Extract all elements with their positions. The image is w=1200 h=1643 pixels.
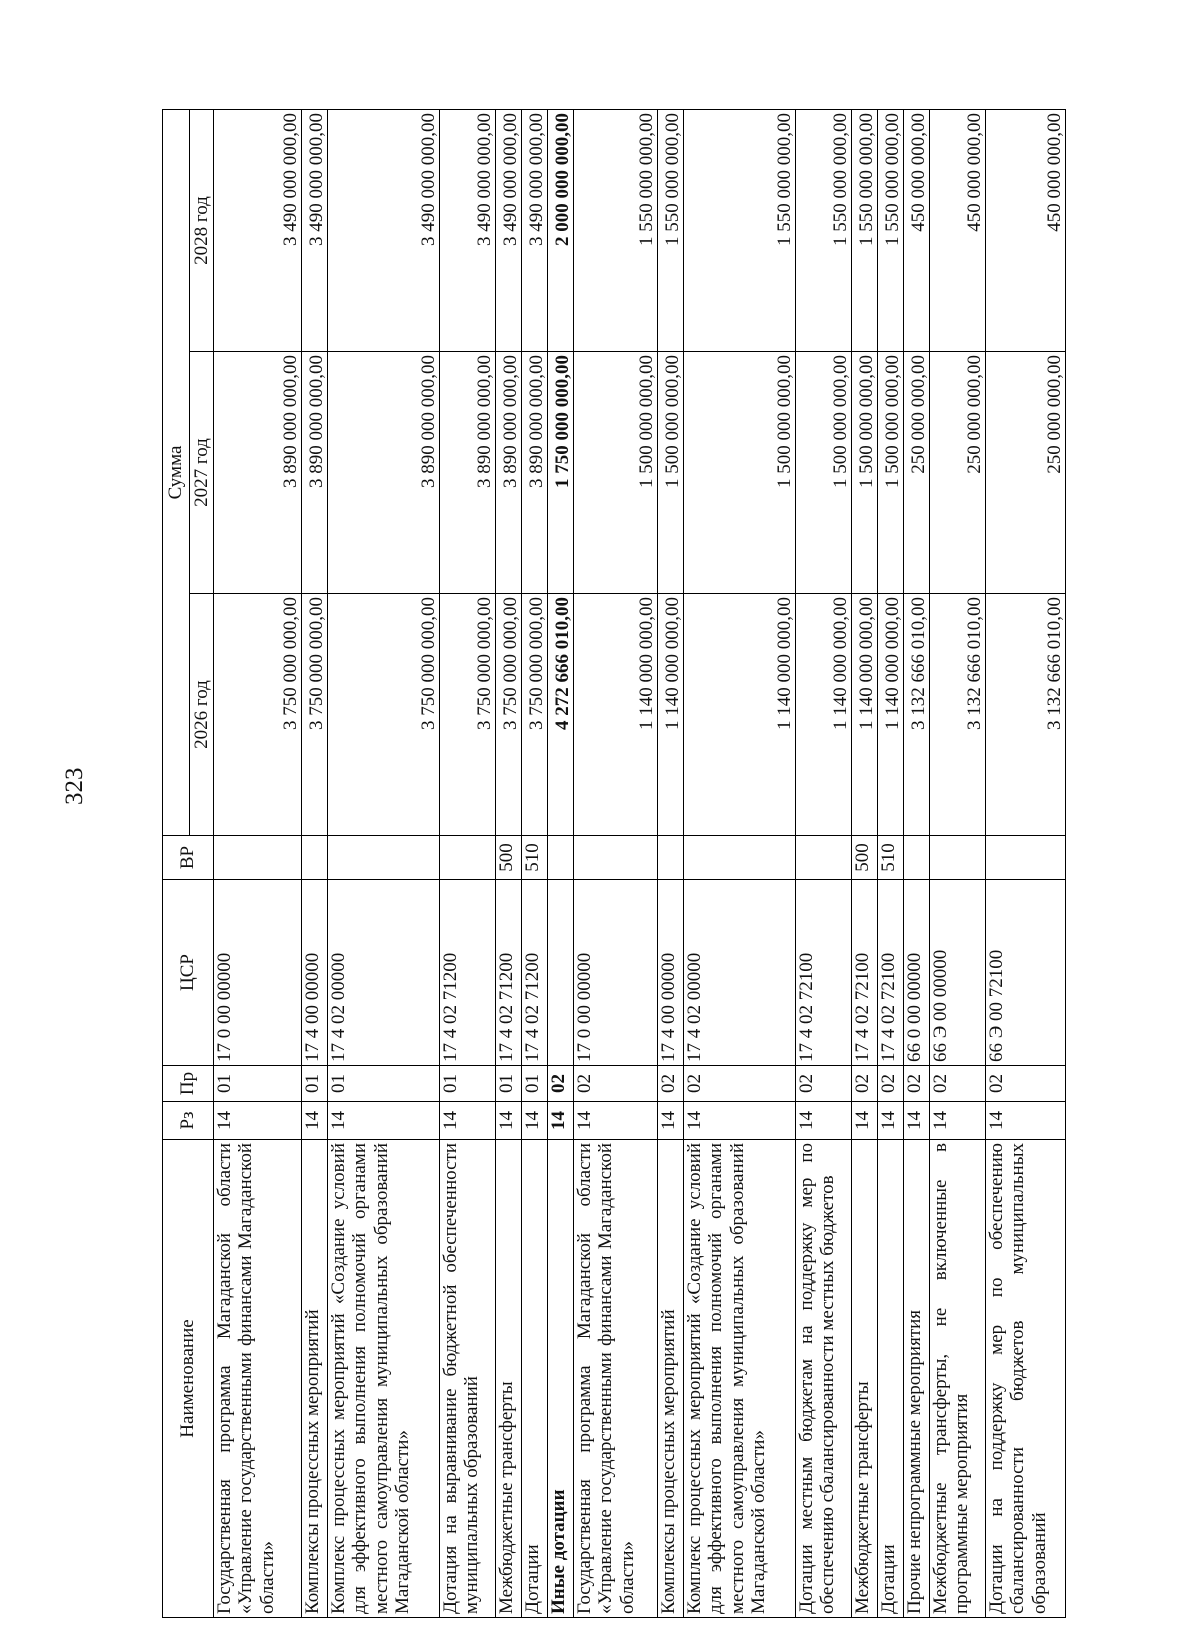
row-vr: 500 bbox=[852, 836, 878, 880]
table-row bbox=[904, 109, 930, 1617]
row-rz: 14 bbox=[852, 1102, 878, 1140]
row-csr: 17 0 00 00000 bbox=[214, 880, 302, 1066]
row-amount-2028: 2 000 000 000,00 bbox=[548, 109, 574, 351]
row-amount-2027: 1 500 000 000,00 bbox=[684, 352, 796, 594]
row-rz: 14 bbox=[684, 1102, 796, 1140]
row-amount-2026: 3 750 000 000,00 bbox=[522, 594, 548, 836]
row-pr: 01 bbox=[328, 1066, 440, 1102]
row-amount-2028: 3 490 000 000,00 bbox=[496, 109, 522, 351]
row-rz: 14 bbox=[658, 1102, 684, 1140]
row-rz: 14 bbox=[548, 1102, 574, 1140]
row-csr: 17 0 00 00000 bbox=[574, 880, 658, 1066]
row-pr: 02 bbox=[796, 1066, 852, 1102]
row-vr bbox=[684, 836, 796, 880]
row-csr: 66 Э 00 72100 bbox=[986, 880, 1066, 1066]
row-pr: 02 bbox=[658, 1066, 684, 1102]
row-rz: 14 bbox=[302, 1102, 328, 1140]
row-pr: 02 bbox=[852, 1066, 878, 1102]
row-amount-2028: 1 550 000 000,00 bbox=[684, 109, 796, 351]
row-rz: 14 bbox=[522, 1102, 548, 1140]
row-pr: 01 bbox=[440, 1066, 496, 1102]
row-pr: 01 bbox=[496, 1066, 522, 1102]
row-rz: 14 bbox=[574, 1102, 658, 1140]
row-vr: 500 bbox=[496, 836, 522, 880]
row-rz: 14 bbox=[904, 1102, 930, 1140]
row-amount-2027: 3 890 000 000,00 bbox=[496, 352, 522, 594]
row-amount-2026: 1 140 000 000,00 bbox=[852, 594, 878, 836]
row-vr bbox=[796, 836, 852, 880]
table-row bbox=[548, 109, 574, 1617]
budget-table bbox=[162, 109, 1066, 1618]
row-csr: 17 4 02 72100 bbox=[878, 880, 904, 1066]
row-amount-2027: 1 500 000 000,00 bbox=[658, 352, 684, 594]
row-amount-2026: 1 140 000 000,00 bbox=[796, 594, 852, 836]
row-csr: 17 4 02 72100 bbox=[796, 880, 852, 1066]
row-rz: 14 bbox=[440, 1102, 496, 1140]
page-number: 323 bbox=[61, 767, 88, 805]
row-amount-2027: 250 000 000,00 bbox=[930, 352, 986, 594]
table-row bbox=[328, 109, 440, 1617]
row-csr: 17 4 02 00000 bbox=[684, 880, 796, 1066]
table-row bbox=[684, 109, 796, 1617]
row-csr: 17 4 00 00000 bbox=[302, 880, 328, 1066]
row-amount-2028: 450 000 000,00 bbox=[930, 109, 986, 351]
header-2027: 2027 год bbox=[190, 352, 214, 594]
row-name: Дотации на поддержку мер по обеспечению сбалансированности бюджетов муниципальных образований bbox=[986, 1140, 1066, 1618]
row-name: Межбюджетные трансферты bbox=[496, 1140, 522, 1618]
row-name: Межбюджетные трансферты, не включенные в программные мероприятия bbox=[930, 1140, 986, 1618]
row-amount-2026: 1 140 000 000,00 bbox=[658, 594, 684, 836]
header-pr: Пр bbox=[163, 1066, 214, 1102]
row-amount-2028: 3 490 000 000,00 bbox=[522, 109, 548, 351]
table-row bbox=[496, 109, 522, 1617]
row-pr: 02 bbox=[986, 1066, 1066, 1102]
row-amount-2026: 1 140 000 000,00 bbox=[684, 594, 796, 836]
row-amount-2028: 3 490 000 000,00 bbox=[302, 109, 328, 351]
row-amount-2028: 1 550 000 000,00 bbox=[658, 109, 684, 351]
row-amount-2027: 3 890 000 000,00 bbox=[214, 352, 302, 594]
row-name: Дотация на выравнивание бюджетной обеспеченности муниципальных образований bbox=[440, 1140, 496, 1618]
row-name: Комплексы процессных мероприятий bbox=[658, 1140, 684, 1618]
row-name: Государственная программа Магаданской области «Управление государственными финансами Магаданской области» bbox=[214, 1140, 302, 1618]
header-csr: ЦСР bbox=[163, 880, 214, 1066]
row-amount-2028: 450 000 000,00 bbox=[904, 109, 930, 351]
row-amount-2028: 1 550 000 000,00 bbox=[796, 109, 852, 351]
rotated-table-container bbox=[162, 110, 1065, 1618]
row-vr bbox=[548, 836, 574, 880]
table-row bbox=[986, 109, 1066, 1617]
header-2026: 2026 год bbox=[190, 594, 214, 836]
row-csr: 17 4 02 00000 bbox=[328, 880, 440, 1066]
row-name: Комплексы процессных мероприятий bbox=[302, 1140, 328, 1618]
row-pr: 02 bbox=[904, 1066, 930, 1102]
row-pr: 02 bbox=[684, 1066, 796, 1102]
row-amount-2028: 1 550 000 000,00 bbox=[878, 109, 904, 351]
row-vr bbox=[302, 836, 328, 880]
row-name: Дотации местным бюджетам на поддержку мер по обеспечению сбалансированности местных бюджетов bbox=[796, 1140, 852, 1618]
row-amount-2026: 1 140 000 000,00 bbox=[574, 594, 658, 836]
row-amount-2026: 3 750 000 000,00 bbox=[440, 594, 496, 836]
row-csr: 17 4 02 71200 bbox=[522, 880, 548, 1066]
table-row bbox=[522, 109, 548, 1617]
row-amount-2028: 1 550 000 000,00 bbox=[852, 109, 878, 351]
table-row bbox=[440, 109, 496, 1617]
row-amount-2027: 1 750 000 000,00 bbox=[548, 352, 574, 594]
row-name: Прочие непрограммные мероприятия bbox=[904, 1140, 930, 1618]
table-row bbox=[878, 109, 904, 1617]
row-rz: 14 bbox=[930, 1102, 986, 1140]
row-amount-2026: 1 140 000 000,00 bbox=[878, 594, 904, 836]
row-amount-2027: 250 000 000,00 bbox=[904, 352, 930, 594]
row-pr: 01 bbox=[522, 1066, 548, 1102]
row-rz: 14 bbox=[214, 1102, 302, 1140]
row-pr: 02 bbox=[930, 1066, 986, 1102]
row-pr: 01 bbox=[302, 1066, 328, 1102]
row-vr bbox=[986, 836, 1066, 880]
row-amount-2028: 3 490 000 000,00 bbox=[440, 109, 496, 351]
row-rz: 14 bbox=[796, 1102, 852, 1140]
row-amount-2027: 3 890 000 000,00 bbox=[328, 352, 440, 594]
row-amount-2027: 3 890 000 000,00 bbox=[440, 352, 496, 594]
row-name: Комплекс процессных мероприятий «Создание условий для эффективного выполнения полномочий органами местного самоуправления муниципальных образований Магаданской области» bbox=[684, 1140, 796, 1618]
row-amount-2027: 1 500 000 000,00 bbox=[878, 352, 904, 594]
row-vr bbox=[930, 836, 986, 880]
row-vr bbox=[574, 836, 658, 880]
row-pr: 02 bbox=[878, 1066, 904, 1102]
row-amount-2026: 4 272 666 010,00 bbox=[548, 594, 574, 836]
row-csr: 66 0 00 00000 bbox=[904, 880, 930, 1066]
row-csr: 17 4 02 72100 bbox=[852, 880, 878, 1066]
table-row bbox=[930, 109, 986, 1617]
row-amount-2026: 3 750 000 000,00 bbox=[328, 594, 440, 836]
row-amount-2026: 3 750 000 000,00 bbox=[302, 594, 328, 836]
row-amount-2026: 3 750 000 000,00 bbox=[496, 594, 522, 836]
header-sum: Сумма bbox=[163, 109, 190, 835]
row-vr bbox=[658, 836, 684, 880]
row-name: Иные дотации bbox=[548, 1140, 574, 1618]
row-name: Государственная программа Магаданской области «Управление государственными финансами Магаданской области» bbox=[574, 1140, 658, 1618]
table-row bbox=[796, 109, 852, 1617]
row-name: Дотации bbox=[878, 1140, 904, 1618]
table-row bbox=[574, 109, 658, 1617]
row-amount-2026: 3 132 666 010,00 bbox=[904, 594, 930, 836]
row-amount-2026: 3 132 666 010,00 bbox=[986, 594, 1066, 836]
row-amount-2026: 3 132 666 010,00 bbox=[930, 594, 986, 836]
table-row bbox=[302, 109, 328, 1617]
row-rz: 14 bbox=[986, 1102, 1066, 1140]
row-name: Дотации bbox=[522, 1140, 548, 1618]
row-vr bbox=[440, 836, 496, 880]
table-body bbox=[214, 109, 1066, 1617]
row-vr bbox=[328, 836, 440, 880]
row-amount-2028: 3 490 000 000,00 bbox=[328, 109, 440, 351]
row-vr bbox=[904, 836, 930, 880]
row-amount-2027: 250 000 000,00 bbox=[986, 352, 1066, 594]
header-vr: ВР bbox=[163, 836, 214, 880]
row-amount-2028: 450 000 000,00 bbox=[986, 109, 1066, 351]
row-csr: 66 Э 00 00000 bbox=[930, 880, 986, 1066]
row-pr: 02 bbox=[574, 1066, 658, 1102]
row-name: Комплекс процессных мероприятий «Создание условий для эффективного выполнения полномочий органами местного самоуправления муниципальных образований Магаданской области» bbox=[328, 1140, 440, 1618]
row-amount-2027: 3 890 000 000,00 bbox=[522, 352, 548, 594]
row-amount-2027: 1 500 000 000,00 bbox=[574, 352, 658, 594]
row-csr: 17 4 02 71200 bbox=[496, 880, 522, 1066]
row-amount-2028: 3 490 000 000,00 bbox=[214, 109, 302, 351]
row-amount-2027: 1 500 000 000,00 bbox=[852, 352, 878, 594]
row-amount-2028: 1 550 000 000,00 bbox=[574, 109, 658, 351]
header-2028: 2028 год bbox=[190, 109, 214, 351]
table-row bbox=[214, 109, 302, 1617]
row-rz: 14 bbox=[878, 1102, 904, 1140]
header-name: Наименование bbox=[163, 1140, 214, 1618]
row-vr bbox=[214, 836, 302, 880]
row-pr: 01 bbox=[214, 1066, 302, 1102]
row-rz: 14 bbox=[328, 1102, 440, 1140]
row-amount-2026: 3 750 000 000,00 bbox=[214, 594, 302, 836]
row-amount-2027: 3 890 000 000,00 bbox=[302, 352, 328, 594]
row-vr: 510 bbox=[522, 836, 548, 880]
row-csr bbox=[548, 880, 574, 1066]
row-rz: 14 bbox=[496, 1102, 522, 1140]
table-row bbox=[658, 109, 684, 1617]
header-rz: Рз bbox=[163, 1102, 214, 1140]
row-vr: 510 bbox=[878, 836, 904, 880]
row-pr: 02 bbox=[548, 1066, 574, 1102]
row-amount-2027: 1 500 000 000,00 bbox=[796, 352, 852, 594]
table-row bbox=[852, 109, 878, 1617]
row-name: Межбюджетные трансферты bbox=[852, 1140, 878, 1618]
row-csr: 17 4 02 71200 bbox=[440, 880, 496, 1066]
row-csr: 17 4 00 00000 bbox=[658, 880, 684, 1066]
